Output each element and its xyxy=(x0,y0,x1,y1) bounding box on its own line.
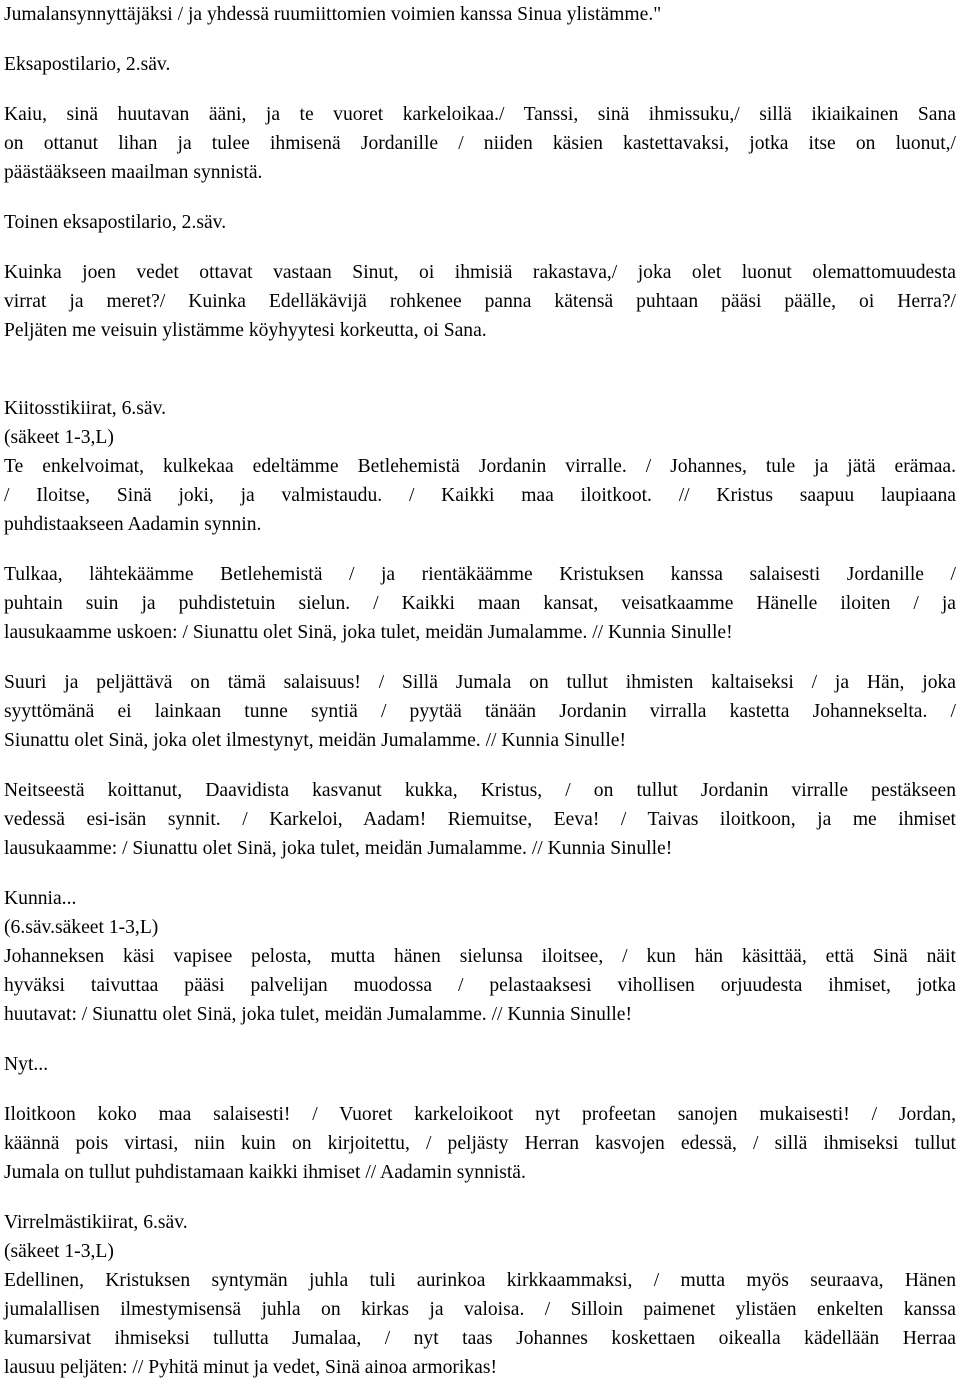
text-line: Kuinka joen vedet ottavat vastaan Sinut, oi ihmisiä rakastava,/ joka olet luonut olemattomuudesta xyxy=(4,262,956,283)
paragraph-gap xyxy=(4,29,956,50)
verse-note: (säkeet 1-3,L) xyxy=(4,1241,114,1262)
paragraph-gap xyxy=(4,79,956,100)
text-line: puhdistaakseen Aadamin synnin. xyxy=(4,514,262,535)
paragraph-gap xyxy=(4,1029,956,1050)
text-line: Suuri ja peljättävä on tämä salaisuus! / Sillä Jumala on tullut ihmisten kaltaiseksi / ja Hän, joka xyxy=(4,672,956,693)
text-line: päästääkseen maailman synnistä. xyxy=(4,162,263,183)
text-line: vedessä esi-isän synnit. / Karkeloi, Aadam! Riemuitse, Eeva! / Taivas iloitkoon, ja me ihmiset xyxy=(4,809,956,830)
text-line: Siunattu olet Sinä, joka olet ilmestynyt, meidän Jumalamme. // Kunnia Sinulle! xyxy=(4,730,627,751)
text-line: Kunnia... xyxy=(4,888,77,909)
verse-note: (säkeet 1-3,L) xyxy=(4,427,114,448)
text-line: puhtain suin ja puhdistetuin sielun. / Kaikki maan kansat, veisatkaamme Hänelle iloiten / ja xyxy=(4,593,956,614)
section-heading: Virrelmästikiirat, 6.säv. xyxy=(4,1212,188,1233)
text-line: Jumala on tullut puhdistamaan kaikki ihmiset // Aadamin synnistä. xyxy=(4,1162,526,1183)
text-line: Edellinen, Kristuksen syntymän juhla tuli aurinkoa kirkkaammaksi, / mutta myös seuraava, Hänen xyxy=(4,1270,956,1291)
text-line: Iloitkoon koko maa salaisesti! / Vuoret karkeloikoot nyt profeetan sanojen mukaisesti! / Jordan, xyxy=(4,1104,956,1125)
verse-note: (6.säv.säkeet 1-3,L) xyxy=(4,917,159,938)
section-heading: Kiitosstikiirat, 6.säv. xyxy=(4,398,167,419)
text-line: käännä pois virtasi, niin kuin on kirjoitettu, / peljästy Herran kasvojen edessä, / sillä ihmiseksi tullut xyxy=(4,1133,956,1154)
text-line: hyväksi taivuttaa pääsi palvelijan muodossa / pelastaaksesi vihollisen orjuudesta ihmiset, jotka xyxy=(4,975,956,996)
paragraph-gap xyxy=(4,345,956,394)
paragraph-gap xyxy=(4,1187,956,1208)
text-line: Johanneksen käsi vapisee pelosta, mutta hänen sielunsa iloitsee, / kun hän käsittää, että Sinä näit xyxy=(4,946,956,967)
text-line: Te enkelvoimat, kulkekaa edeltämme Betlehemistä Jordanin virralle. / Johannes, tule ja jätä erämaa. xyxy=(4,456,956,477)
text-line: Kaiu, sinä huutavan ääni, ja te vuoret karkeloikaa./ Tanssi, sinä ihmissuku,/ sillä ikiaikainen Sana xyxy=(4,104,956,125)
text-line: syyttömänä ei lainkaan tunne syntiä / pyytää tänään Jordanin virralla kastetta Johannekselta. / xyxy=(4,701,956,722)
text-line: virrat ja meret?/ Kuinka Edelläkävijä rohkenee panna kätensä puhtaan pääsi päälle, oi Herra?/ xyxy=(4,291,956,312)
text-line: Neitseestä koittanut, Daavidista kasvanut kukka, Kristus, / on tullut Jordanin virralle pestäkseen xyxy=(4,780,956,801)
paragraph-gap xyxy=(4,647,956,668)
paragraph-gap xyxy=(4,755,956,776)
paragraph-gap xyxy=(4,237,956,258)
text-line: kumarsivat ihmiseksi tullutta Jumalaa, / nyt taas Johannes koskettaen oikealla kädellään Herraa xyxy=(4,1328,956,1349)
paragraph-gap xyxy=(4,187,956,208)
text-line: lausuu peljäten: // Pyhitä minut ja vedet, Sinä ainoa armorikas! xyxy=(4,1357,497,1378)
text-line: on ottanut lihan ja tulee ihmisenä Jordanille / niiden käsien kastettavaksi, jotka itse on luonut,/ xyxy=(4,133,956,154)
text-line: Tulkaa, lähtekäämme Betlehemistä / ja rientäkäämme Kristuksen kanssa salaisesti Jordanille / xyxy=(4,564,956,585)
section-heading: Eksapostilario, 2.säv. xyxy=(4,54,171,75)
text-line: lausukaamme: / Siunattu olet Sinä, joka tulet, meidän Jumalamme. // Kunnia Sinulle! xyxy=(4,838,673,859)
text-line: lausukaamme uskoen: / Siunattu olet Sinä, joka tulet, meidän Jumalamme. // Kunnia Sinulle! xyxy=(4,622,733,643)
text-line: / Iloitse, Sinä joki, ja valmistaudu. / Kaikki maa iloitkoot. // Kristus saapuu laupiaana xyxy=(4,485,956,506)
paragraph-gap xyxy=(4,539,956,560)
text-line: Nyt... xyxy=(4,1054,49,1075)
paragraph-gap xyxy=(4,1079,956,1100)
text-line: Peljäten me veisuin ylistämme köyhyytesi korkeutta, oi Sana. xyxy=(4,320,487,341)
text-line: Jumalansynnyttäjäksi / ja yhdessä ruumiittomien voimien kanssa Sinua ylistämme." xyxy=(4,4,662,25)
document-page xyxy=(4,0,956,1382)
text-line: huutavat: / Siunattu olet Sinä, joka tulet, meidän Jumalamme. // Kunnia Sinulle! xyxy=(4,1004,632,1025)
text-line: jumalallisen ilmestymisensä juhla on kirkas ja valoisa. / Silloin paimenet ylistäen enkelten kanssa xyxy=(4,1299,956,1320)
paragraph-gap xyxy=(4,863,956,884)
section-heading: Toinen eksapostilario, 2.säv. xyxy=(4,212,227,233)
